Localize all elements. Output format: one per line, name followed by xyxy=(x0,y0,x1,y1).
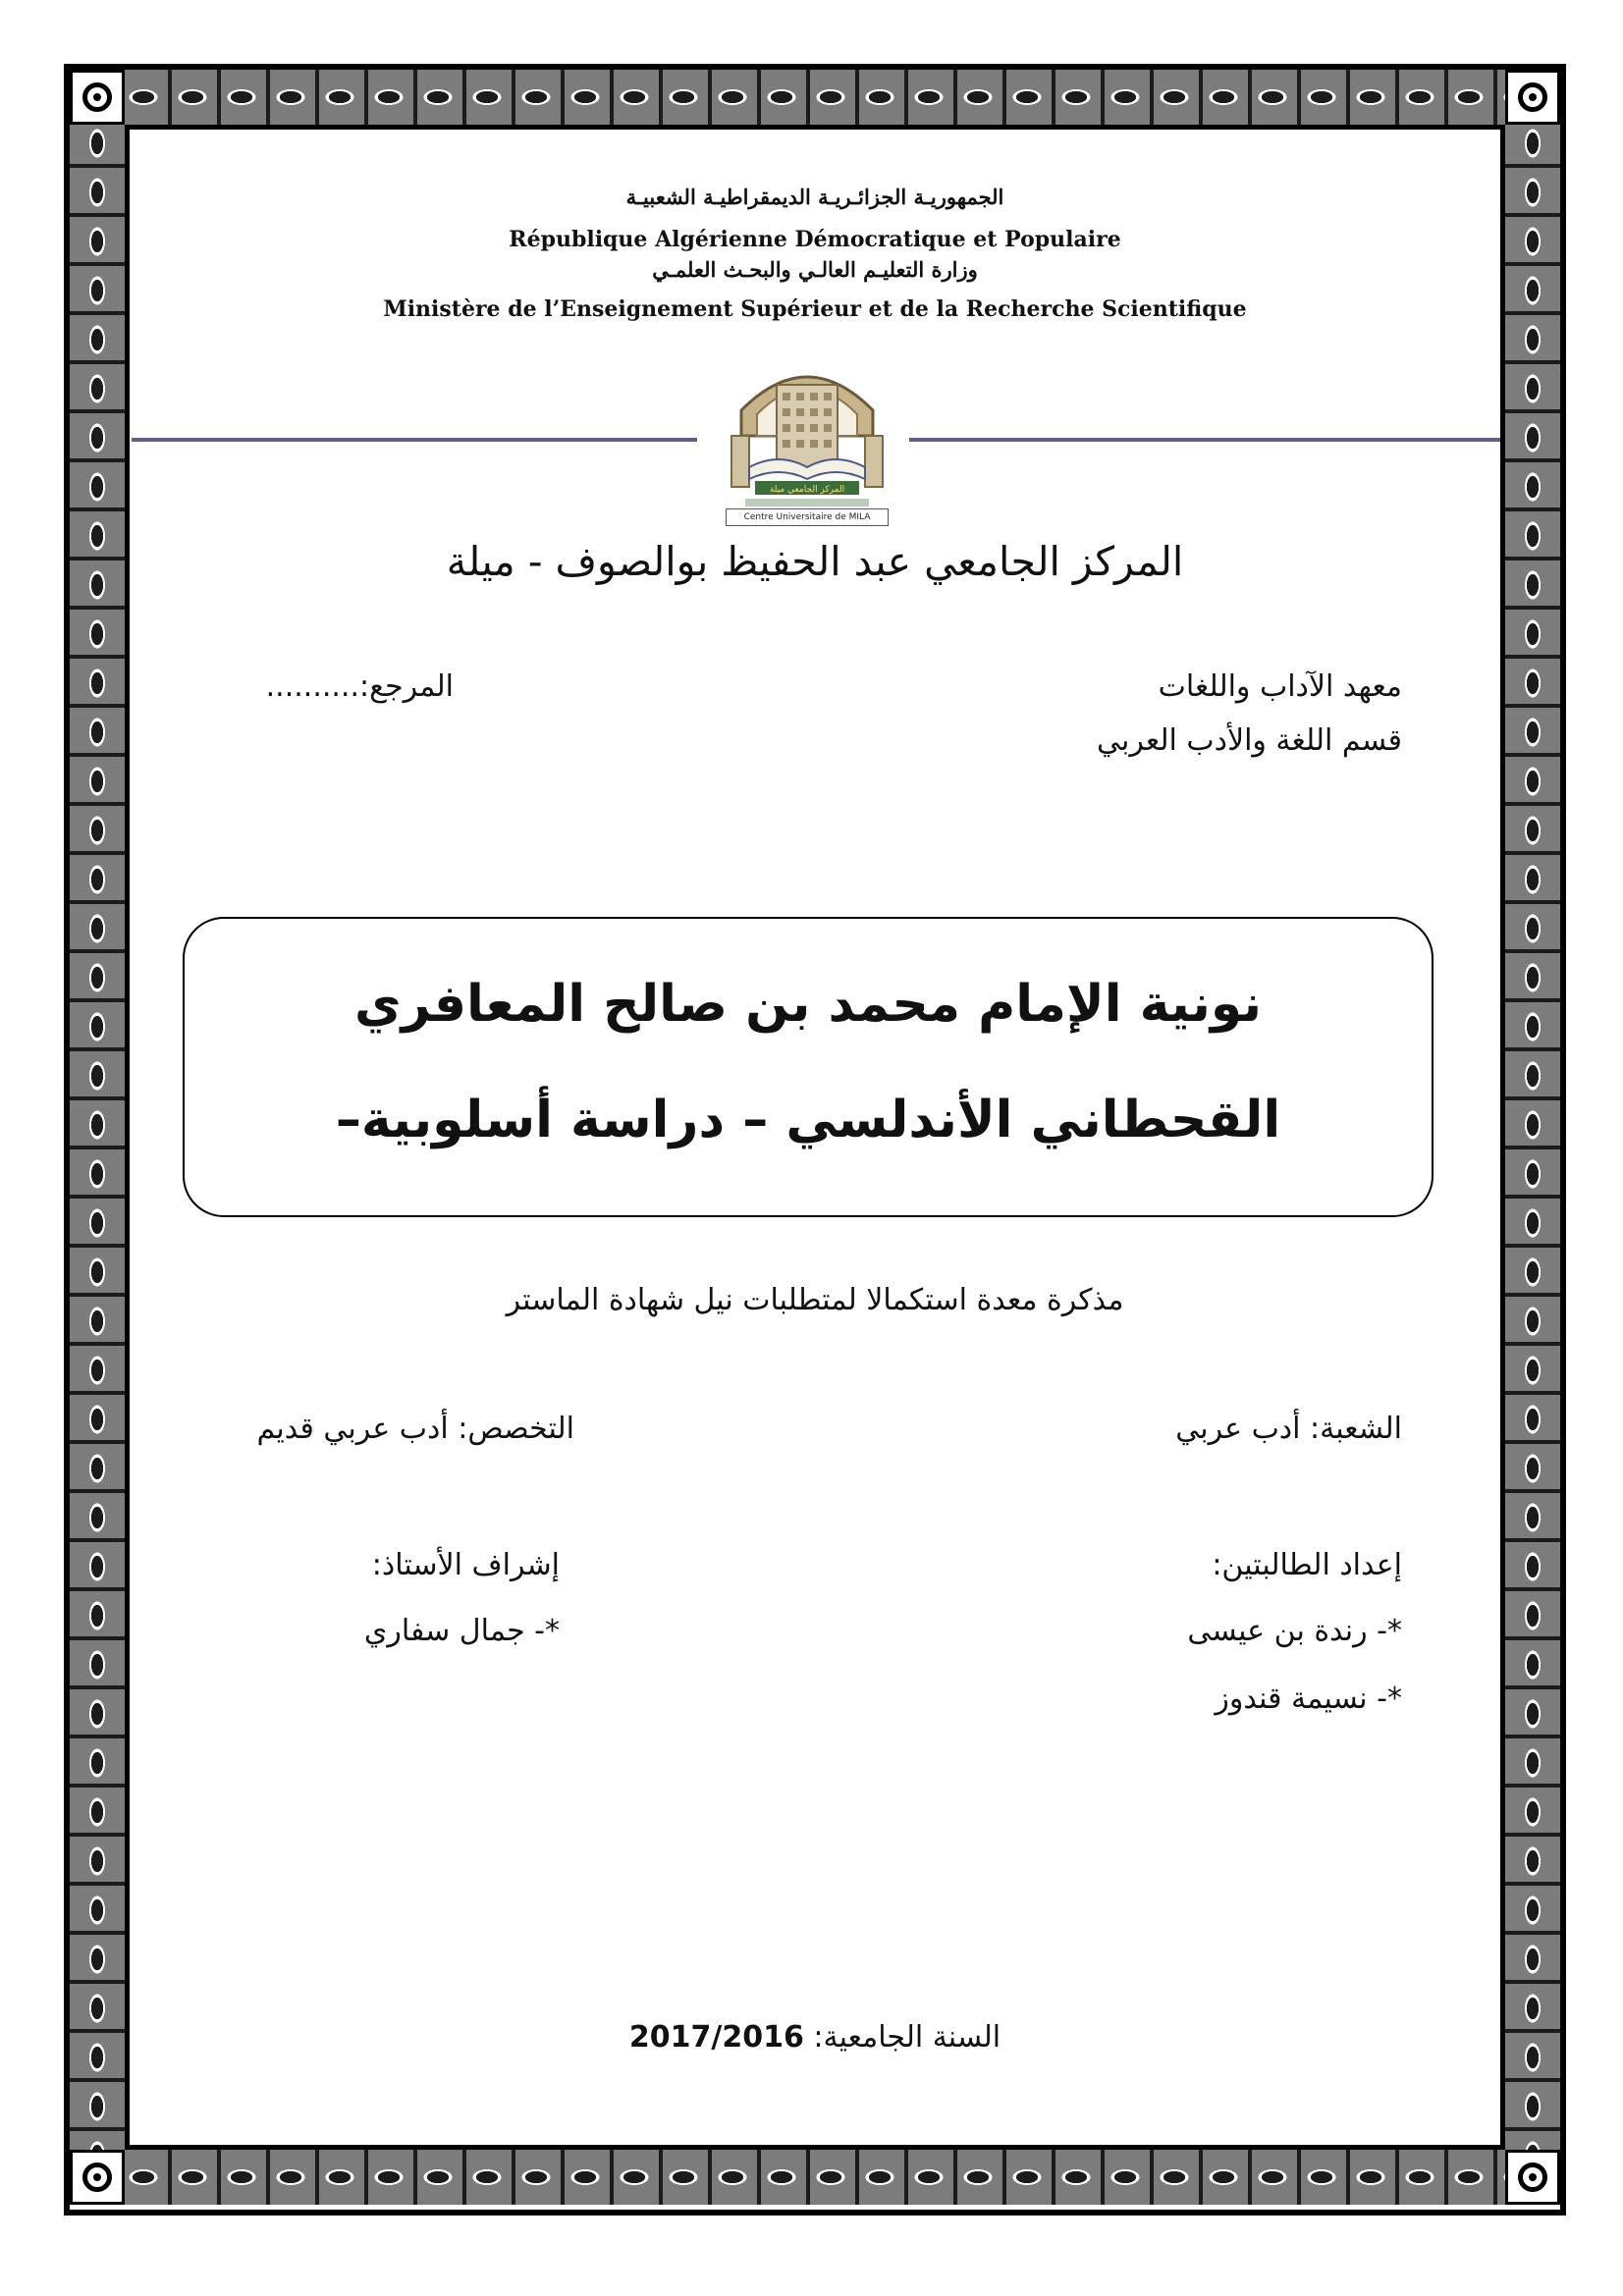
thesis-title-line2: القحطاني الأندلسي – دراسة أسلوبية– xyxy=(335,1091,1281,1149)
ministry-fr: Ministère de l’Enseignement Supérieur et de la Recherche Scientifique xyxy=(383,296,1247,322)
supervisor-label: إشراف الأستاذ: xyxy=(371,1548,560,1582)
logo-banner-text: المركز الجامعي ميلة xyxy=(769,485,845,495)
divider-left xyxy=(132,438,697,442)
student-name: *- نسيمة قندوز xyxy=(1215,1682,1402,1716)
branch: الشعبة: أدب عربي xyxy=(1175,1412,1402,1446)
prepared-by-label: إعداد الطالبتين: xyxy=(1212,1548,1402,1582)
ornament-band-top xyxy=(70,70,1560,125)
corner-ornament-icon xyxy=(1505,70,1560,125)
thesis-title-line1: نونية الإمام محمد بن صالح المعافري xyxy=(353,975,1263,1034)
reference-field: المرجع:.......... xyxy=(265,669,454,704)
institute-name: معهد الآداب واللغات xyxy=(1158,669,1402,704)
ornament-band-bottom xyxy=(70,2150,1560,2205)
ministry-ar: وزارة التعليـم العالـي والبحـث العلمـي xyxy=(652,257,978,282)
supervisor-name: *- جمال سفاري xyxy=(363,1614,560,1648)
divider-right xyxy=(909,438,1500,442)
memo-statement: مذكرة معدة استكمالا لمتطلبات نيل شهادة الماستر xyxy=(506,1283,1124,1317)
academic-year-value: 2017/2016 xyxy=(628,2020,804,2055)
ornament-band-right xyxy=(1505,70,1560,2204)
republic-ar: الجمهوريـة الجزائـريـة الديمقراطيـة الشعبيـة xyxy=(625,185,1004,209)
ornament-band-left xyxy=(70,70,125,2204)
department-name: قسم اللغة والأدب العربي xyxy=(1096,723,1402,758)
corner-ornament-icon xyxy=(70,2150,125,2205)
university-logo-icon xyxy=(720,342,894,526)
academic-year-label: السنة الجامعية: xyxy=(813,2020,1001,2055)
corner-ornament-icon xyxy=(70,70,125,125)
title-box xyxy=(183,917,1434,1217)
academic-year xyxy=(295,2020,1335,2055)
student-name: *- رندة بن عيسى xyxy=(1187,1614,1402,1648)
university-name: المركز الجامعي عبد الحفيظ بوالصوف - ميلة xyxy=(446,538,1184,585)
specialty: التخصص: أدب عربي قديم xyxy=(256,1412,574,1446)
republic-fr: République Algérienne Démocratique et Populaire xyxy=(509,227,1121,252)
logo-caption: Centre Universitaire de MILA xyxy=(726,508,889,526)
corner-ornament-icon xyxy=(1505,2150,1560,2205)
